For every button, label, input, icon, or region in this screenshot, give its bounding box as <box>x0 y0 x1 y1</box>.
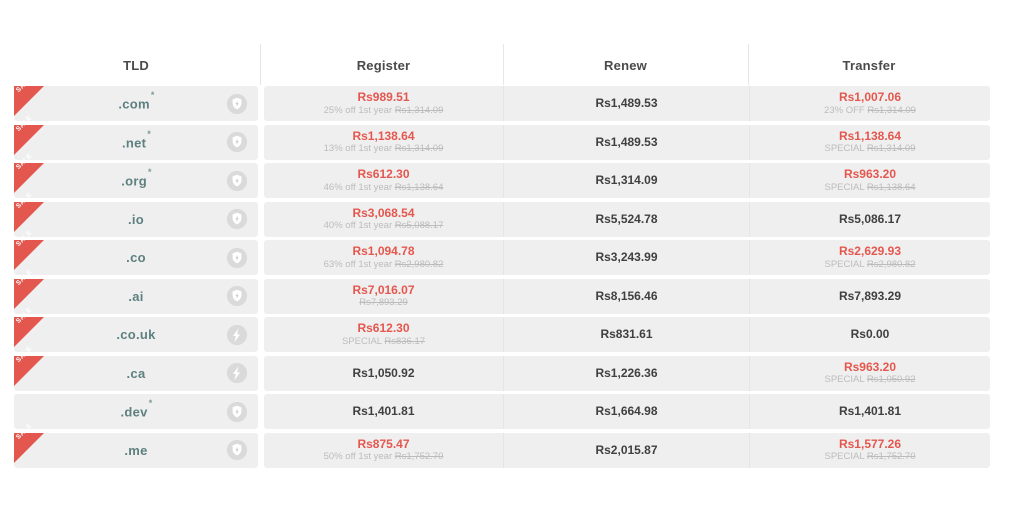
transfer-discount-note: SPECIAL Rs1,314.09 <box>824 143 916 155</box>
register-price: Rs612.30 <box>357 167 410 182</box>
table-row <box>14 267 990 314</box>
tld-cell[interactable] <box>14 421 258 468</box>
register-old-price: Rs1,752.70 <box>394 451 444 463</box>
table-row <box>14 306 990 352</box>
renew-cell <box>503 86 750 121</box>
table-row <box>14 152 990 198</box>
transfer-cell <box>750 317 990 352</box>
renew-price: Rs3,243.99 <box>595 250 658 265</box>
transfer-cell <box>750 125 990 160</box>
register-old-price: Rs7,893.29 <box>359 297 408 309</box>
table-row <box>14 113 990 160</box>
transfer-price: Rs1,138.64 <box>838 128 902 143</box>
renew-price: Rs1,489.53 <box>595 134 658 149</box>
shield-icon[interactable] <box>226 401 248 423</box>
renew-price: Rs831.61 <box>600 327 653 342</box>
tld-asterisk: * <box>147 128 152 139</box>
transfer-cell <box>750 356 990 391</box>
tld-label: .net* <box>121 128 152 151</box>
row-values <box>264 125 990 160</box>
transfer-price: Rs963.20 <box>843 359 897 374</box>
row-values <box>264 86 990 121</box>
lightning-icon[interactable] <box>226 324 248 346</box>
transfer-cell <box>750 202 990 237</box>
row-values <box>264 279 990 314</box>
tld-cell[interactable] <box>14 229 258 275</box>
tld-asterisk: * <box>148 398 153 409</box>
transfer-price: Rs0.00 <box>850 327 890 342</box>
register-cell <box>264 202 503 237</box>
row-values <box>264 356 990 391</box>
tld-label: .org* <box>121 167 152 189</box>
transfer-cell <box>750 86 990 121</box>
shield-icon[interactable] <box>226 247 248 269</box>
tld-label: .io <box>127 211 145 227</box>
table-row <box>14 421 990 468</box>
renew-cell <box>503 202 750 237</box>
register-price: Rs1,138.64 <box>352 128 415 143</box>
row-values <box>264 202 990 237</box>
table-row <box>14 75 990 121</box>
shield-icon[interactable] <box>226 170 248 192</box>
transfer-cell <box>750 240 990 275</box>
renew-cell <box>503 125 750 160</box>
renew-cell <box>503 240 750 275</box>
renew-cell <box>503 279 750 314</box>
renew-cell <box>503 163 750 198</box>
register-old-price: Rs1,314.09 <box>394 104 444 116</box>
transfer-price: Rs7,893.29 <box>838 288 902 303</box>
row-values <box>264 433 990 468</box>
column-header-tld: TLD <box>123 57 149 73</box>
transfer-discount-note: SPECIAL Rs1,050.92 <box>824 374 916 386</box>
transfer-price: Rs963.20 <box>843 167 897 182</box>
sale-badge-label: SALE <box>15 344 34 364</box>
register-price: Rs1,401.81 <box>352 404 415 419</box>
transfer-old-price: Rs1,314.09 <box>867 104 916 116</box>
tld-label: .me <box>124 442 148 458</box>
register-price: Rs989.51 <box>357 90 410 105</box>
register-cell <box>264 279 503 314</box>
shield-icon[interactable] <box>226 93 248 115</box>
tld-label: .co <box>126 250 146 265</box>
tld-label: .com* <box>118 90 155 112</box>
renew-price: Rs1,664.98 <box>595 404 658 419</box>
sale-badge <box>14 306 44 347</box>
register-cell <box>264 240 503 275</box>
register-price: Rs7,016.07 <box>352 282 415 297</box>
tld-label: .co.uk <box>116 327 156 342</box>
register-discount-note: 25% off 1st year Rs1,314.09 <box>323 104 444 116</box>
sale-badge <box>14 75 44 116</box>
transfer-price: Rs1,401.81 <box>838 404 902 419</box>
renew-price: Rs1,489.53 <box>595 96 658 111</box>
tld-asterisk: * <box>147 167 152 178</box>
renew-cell <box>503 433 750 468</box>
table-row <box>14 394 990 429</box>
sale-badge <box>14 421 44 463</box>
shield-icon[interactable] <box>226 208 248 230</box>
sale-badge <box>14 152 44 193</box>
register-cell <box>264 317 503 352</box>
sale-badge-label: SALE <box>15 306 34 325</box>
register-cell <box>264 394 503 429</box>
register-discount-note: 40% off 1st year Rs5,088.17 <box>323 220 444 232</box>
register-cell <box>264 86 503 121</box>
tld-cell[interactable] <box>14 344 258 391</box>
sale-badge <box>14 267 44 309</box>
transfer-old-price: Rs1,752.70 <box>866 451 916 463</box>
register-discount-note: 63% off 1st year Rs2,980.82 <box>323 258 444 270</box>
renew-cell <box>503 394 750 429</box>
register-discount-note: 46% off 1st year Rs1,138.64 <box>323 181 444 193</box>
sale-badge <box>14 344 44 386</box>
transfer-old-price: Rs1,314.09 <box>866 143 916 155</box>
register-price: Rs1,094.78 <box>352 244 415 259</box>
register-cell <box>264 125 503 160</box>
register-old-price: Rs1,314.09 <box>394 143 444 155</box>
tld-label: .ai <box>128 288 144 304</box>
column-header-transfer: Transfer <box>842 57 896 73</box>
tld-cell[interactable] <box>14 152 258 198</box>
renew-price: Rs8,156.46 <box>595 288 658 303</box>
register-cell <box>264 433 503 468</box>
transfer-old-price: Rs1,050.92 <box>866 374 916 386</box>
header-divider <box>748 44 749 85</box>
register-cell <box>264 356 503 391</box>
tld-cell[interactable] <box>14 306 258 352</box>
row-values <box>264 163 990 198</box>
sale-badge-label: SALE <box>15 190 34 210</box>
tld-asterisk: * <box>150 90 155 101</box>
sale-badge <box>14 190 44 232</box>
sale-badge-label: SALE <box>15 152 34 171</box>
register-discount-note: 13% off 1st year Rs1,314.09 <box>323 143 444 155</box>
shield-icon[interactable] <box>226 285 248 307</box>
register-old-price: Rs1,138.64 <box>394 181 444 193</box>
register-price: Rs3,068.54 <box>352 205 415 220</box>
register-price: Rs875.47 <box>357 436 410 451</box>
table-row <box>14 190 990 237</box>
register-discount-note: 50% off 1st year Rs1,752.70 <box>323 451 444 463</box>
tld-cell[interactable] <box>14 267 258 314</box>
sale-badge <box>14 229 44 270</box>
transfer-cell <box>750 394 990 429</box>
sale-badge-label: SALE <box>15 421 34 441</box>
tld-cell[interactable] <box>14 394 258 429</box>
sale-badge-label: SALE <box>15 113 34 133</box>
transfer-old-price: Rs1,138.64 <box>866 181 916 193</box>
transfer-discount-note: 23% OFF Rs1,314.09 <box>824 104 916 116</box>
tld-label: .ca <box>126 365 146 381</box>
row-values <box>264 240 990 275</box>
column-header-renew: Renew <box>604 57 647 73</box>
table-row <box>14 229 990 275</box>
transfer-old-price: Rs2,980.82 <box>866 258 916 270</box>
transfer-discount-note: SPECIAL Rs1,752.70 <box>824 451 916 463</box>
transfer-price: Rs1,007.06 <box>838 90 902 105</box>
transfer-cell <box>750 279 990 314</box>
renew-cell <box>503 356 750 391</box>
transfer-cell <box>750 163 990 198</box>
register-old-price: Rs2,980.82 <box>394 258 444 270</box>
sale-badge-label: SALE <box>15 267 34 287</box>
row-values <box>264 317 990 352</box>
register-discount-note <box>359 298 408 308</box>
column-header-register: Register <box>356 57 411 73</box>
register-old-price: Rs836.17 <box>384 335 426 347</box>
transfer-price: Rs1,577.26 <box>838 436 902 451</box>
tld-cell[interactable] <box>14 113 258 160</box>
transfer-discount-note: SPECIAL Rs1,138.64 <box>824 181 916 193</box>
lightning-icon[interactable] <box>226 362 248 384</box>
register-discount-note: SPECIAL Rs836.17 <box>341 335 426 347</box>
sale-badge-label: SALE <box>15 75 34 94</box>
tld-cell[interactable] <box>14 190 258 237</box>
register-price: Rs1,050.92 <box>352 365 415 380</box>
renew-price: Rs5,524.78 <box>595 211 658 226</box>
transfer-cell <box>750 433 990 468</box>
renew-price: Rs2,015.87 <box>595 442 658 457</box>
renew-price: Rs1,314.09 <box>595 173 658 188</box>
renew-cell <box>503 317 750 352</box>
tld-label: .dev* <box>120 398 153 420</box>
header-divider <box>503 44 504 85</box>
transfer-price: Rs5,086.17 <box>838 211 902 226</box>
transfer-discount-note: SPECIAL Rs2,980.82 <box>824 258 916 270</box>
transfer-price: Rs2,629.93 <box>838 244 902 259</box>
row-values <box>264 394 990 429</box>
shield-icon[interactable] <box>226 131 248 153</box>
renew-price: Rs1,226.36 <box>595 365 658 380</box>
register-cell <box>264 163 503 198</box>
tld-cell[interactable] <box>14 75 258 121</box>
table-row <box>14 344 990 391</box>
sale-badge-label: SALE <box>15 229 34 248</box>
header-divider <box>260 44 261 85</box>
register-old-price: Rs5,088.17 <box>394 220 444 232</box>
sale-badge <box>14 113 44 155</box>
register-price: Rs612.30 <box>357 321 410 336</box>
shield-icon[interactable] <box>226 439 248 461</box>
